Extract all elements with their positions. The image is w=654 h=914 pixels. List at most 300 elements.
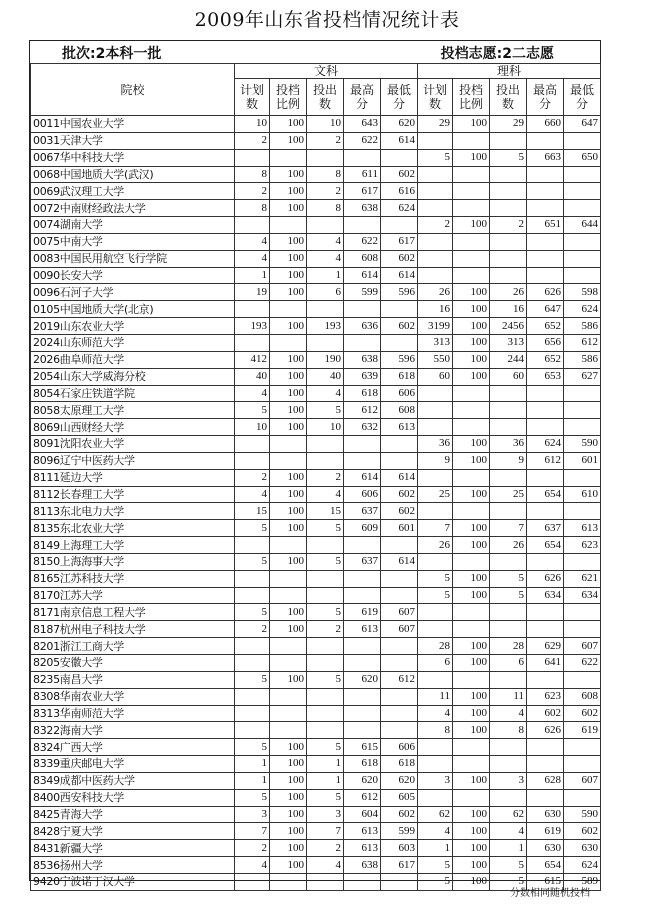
like-ratio-cell: 100	[453, 570, 490, 587]
table-row	[31, 604, 601, 621]
like-out-cell	[490, 503, 527, 520]
table-row	[31, 671, 601, 688]
like-plan-cell: 36	[418, 436, 453, 453]
like-min-cell	[564, 469, 601, 486]
like-min-cell: 623	[564, 537, 601, 554]
like-ratio-cell: 100	[453, 688, 490, 705]
like-max-cell: 623	[527, 688, 564, 705]
like-max-cell: 626	[527, 284, 564, 301]
wenke-out-cell: 1	[307, 756, 344, 773]
like-plan-cell	[418, 419, 453, 436]
wenke-min-cell	[381, 452, 418, 469]
wenke-plan-cell: 2	[235, 132, 270, 149]
wenke-ratio-cell: 100	[270, 419, 307, 436]
school-name: 8428宁夏大学	[31, 823, 235, 840]
table-row	[31, 166, 601, 183]
like-max-cell: 647	[527, 301, 564, 318]
wenke-min-cell	[381, 638, 418, 655]
table-row	[31, 840, 601, 857]
wenke-ratio-cell: 100	[270, 368, 307, 385]
school-name: 0090长安大学	[31, 267, 235, 284]
like-min-cell: 601	[564, 452, 601, 469]
like-plan-cell: 29	[418, 116, 453, 133]
wenke-plan-cell: 4	[235, 486, 270, 503]
like-ratio-cell	[453, 469, 490, 486]
like-ratio-cell: 100	[453, 452, 490, 469]
wenke-max-cell: 638	[344, 857, 381, 874]
will-label: 投档志愿:2二志愿	[440, 46, 554, 62]
like-min-cell: 612	[564, 334, 601, 351]
table-row	[31, 705, 601, 722]
like-plan-cell	[418, 621, 453, 638]
wenke-max-cell	[344, 688, 381, 705]
like-out-cell: 8	[490, 722, 527, 739]
like-ratio-cell	[453, 553, 490, 570]
wenke-ratio-cell: 100	[270, 503, 307, 520]
wenke-ratio-cell	[270, 334, 307, 351]
wenke-out-cell: 5	[307, 604, 344, 621]
like-min-cell: 644	[564, 217, 601, 234]
wenke-min-cell: 605	[381, 789, 418, 806]
table-row	[31, 587, 601, 604]
school-name: 8235南昌大学	[31, 671, 235, 688]
wenke-plan-cell: 8	[235, 200, 270, 217]
like-plan-cell: 60	[418, 368, 453, 385]
wenke-out-cell: 1	[307, 267, 344, 284]
wenke-min-cell: 602	[381, 503, 418, 520]
wenke-min-cell: 602	[381, 166, 418, 183]
like-min-cell	[564, 267, 601, 284]
wenke-max-cell	[344, 655, 381, 672]
like-ratio-cell: 100	[453, 840, 490, 857]
like-ratio-cell	[453, 402, 490, 419]
table-row	[31, 756, 601, 773]
like-ratio-cell: 100	[453, 284, 490, 301]
wenke-out-cell	[307, 587, 344, 604]
like-out-cell	[490, 183, 527, 200]
wenke-max-cell: 636	[344, 318, 381, 335]
school-name: 8425青海大学	[31, 806, 235, 823]
wenke-out-cell	[307, 537, 344, 554]
wenke-plan-cell: 4	[235, 233, 270, 250]
wenke-out-cell: 4	[307, 486, 344, 503]
like-ratio-cell	[453, 233, 490, 250]
wenke-ratio-cell	[270, 873, 307, 890]
wenke-plan-cell: 5	[235, 789, 270, 806]
like-max-cell: 641	[527, 655, 564, 672]
table-row	[31, 789, 601, 806]
like-max-cell	[527, 267, 564, 284]
like-plan-cell: 6	[418, 655, 453, 672]
wenke-ratio-cell	[270, 587, 307, 604]
school-header: 院校	[31, 64, 235, 116]
wenke-ratio-cell: 100	[270, 520, 307, 537]
like-min-cell	[564, 233, 601, 250]
batch-bar	[30, 41, 600, 64]
school-name: 8171南京信息工程大学	[31, 604, 235, 621]
page-title: 2009年山东省投档情况统计表	[194, 9, 460, 31]
wenke-out-cell	[307, 705, 344, 722]
school-name: 8150上海海事大学	[31, 553, 235, 570]
like-max-cell: 637	[527, 520, 564, 537]
school-name: 8096辽宁中医药大学	[31, 452, 235, 469]
school-name: 0031天津大学	[31, 132, 235, 149]
like-min-cell: 598	[564, 284, 601, 301]
wenke-plan-cell: 412	[235, 351, 270, 368]
like-max-cell	[527, 183, 564, 200]
school-name: 8112长春理工大学	[31, 486, 235, 503]
school-name: 0069武汉理工大学	[31, 183, 235, 200]
like-out-cell	[490, 233, 527, 250]
wenke-min-cell: 614	[381, 132, 418, 149]
wenke-ratio-cell	[270, 688, 307, 705]
like-out-cell	[490, 789, 527, 806]
table-row	[31, 217, 601, 234]
like-out-header: 投出 数	[490, 79, 527, 116]
like-ratio-cell: 100	[453, 655, 490, 672]
like-out-cell	[490, 553, 527, 570]
wenke-plan-cell	[235, 217, 270, 234]
like-min-header: 最低 分	[564, 79, 601, 116]
wenke-max-cell	[344, 705, 381, 722]
wenke-max-cell: 618	[344, 385, 381, 402]
like-plan-cell	[418, 739, 453, 756]
wenke-max-cell: 620	[344, 671, 381, 688]
table-row	[31, 503, 601, 520]
like-max-cell: 653	[527, 368, 564, 385]
like-max-cell	[527, 739, 564, 756]
table-row	[31, 486, 601, 503]
wenke-min-cell: 614	[381, 267, 418, 284]
wenke-ratio-cell: 100	[270, 756, 307, 773]
like-ratio-cell: 100	[453, 537, 490, 554]
table-row	[31, 772, 601, 789]
school-name: 9420宁波诺丁汉大学	[31, 873, 235, 890]
school-name: 2026曲阜师范大学	[31, 351, 235, 368]
table-row	[31, 553, 601, 570]
like-max-header: 最高 分	[527, 79, 564, 116]
wenke-plan-cell: 1	[235, 267, 270, 284]
table-row	[31, 402, 601, 419]
school-name: 8324广西大学	[31, 739, 235, 756]
like-min-cell	[564, 621, 601, 638]
like-max-cell: 629	[527, 638, 564, 655]
wenke-plan-cell	[235, 638, 270, 655]
like-out-cell: 4	[490, 823, 527, 840]
wenke-out-cell	[307, 149, 344, 166]
like-min-cell: 602	[564, 705, 601, 722]
wenke-out-cell: 5	[307, 520, 344, 537]
school-name: 8400西安科技大学	[31, 789, 235, 806]
wenke-out-cell	[307, 722, 344, 739]
wenke-max-cell: 618	[344, 756, 381, 773]
like-out-cell	[490, 402, 527, 419]
wenke-max-cell: 613	[344, 840, 381, 857]
like-plan-cell	[418, 402, 453, 419]
like-min-cell: 622	[564, 655, 601, 672]
like-plan-cell	[418, 132, 453, 149]
wenke-max-cell: 622	[344, 233, 381, 250]
wenke-ratio-cell: 100	[270, 671, 307, 688]
school-name: 8201浙江工商大学	[31, 638, 235, 655]
wenke-ratio-cell: 100	[270, 351, 307, 368]
like-out-cell: 5	[490, 149, 527, 166]
like-min-cell: 607	[564, 772, 601, 789]
like-ratio-cell	[453, 183, 490, 200]
like-max-cell	[527, 789, 564, 806]
wenke-min-cell: 618	[381, 368, 418, 385]
like-out-cell: 2456	[490, 318, 527, 335]
like-plan-cell	[418, 267, 453, 284]
wenke-ratio-cell: 100	[270, 284, 307, 301]
table-row	[31, 621, 601, 638]
like-min-cell: 627	[564, 368, 601, 385]
like-ratio-cell	[453, 132, 490, 149]
like-min-cell	[564, 200, 601, 217]
wenke-plan-cell: 5	[235, 739, 270, 756]
like-max-cell: 602	[527, 705, 564, 722]
wenke-out-cell	[307, 436, 344, 453]
wenke-out-cell: 4	[307, 857, 344, 874]
wenke-out-cell: 2	[307, 183, 344, 200]
wenke-ratio-cell	[270, 537, 307, 554]
like-max-cell	[527, 604, 564, 621]
school-name: 0096石河子大学	[31, 284, 235, 301]
wenke-plan-cell: 7	[235, 823, 270, 840]
wenke-plan-cell: 193	[235, 318, 270, 335]
like-out-cell: 62	[490, 806, 527, 823]
like-out-cell: 28	[490, 638, 527, 655]
school-name: 8308华南农业大学	[31, 688, 235, 705]
table-row	[31, 351, 601, 368]
like-ratio-cell: 100	[453, 149, 490, 166]
school-name: 2024山东师范大学	[31, 334, 235, 351]
like-min-cell: 586	[564, 318, 601, 335]
wenke-ratio-cell: 100	[270, 166, 307, 183]
like-ratio-cell	[453, 671, 490, 688]
like-max-cell	[527, 469, 564, 486]
like-ratio-cell: 100	[453, 486, 490, 503]
like-out-cell: 6	[490, 655, 527, 672]
like-ratio-cell: 100	[453, 520, 490, 537]
school-name: 0075中南大学	[31, 233, 235, 250]
like-ratio-cell: 100	[453, 116, 490, 133]
wenke-max-cell: 613	[344, 621, 381, 638]
wenke-min-cell: 602	[381, 250, 418, 267]
wenke-out-cell	[307, 570, 344, 587]
like-max-cell: 654	[527, 537, 564, 554]
table-row	[31, 806, 601, 823]
wenke-ratio-cell: 100	[270, 486, 307, 503]
wenke-out-cell: 1	[307, 772, 344, 789]
wenke-min-cell	[381, 334, 418, 351]
table-row	[31, 267, 601, 284]
wenke-max-header: 最高 分	[344, 79, 381, 116]
wenke-plan-cell: 40	[235, 368, 270, 385]
like-out-cell: 2	[490, 217, 527, 234]
like-max-cell: 663	[527, 149, 564, 166]
wenke-ratio-cell	[270, 301, 307, 318]
wenke-out-cell: 5	[307, 553, 344, 570]
like-max-cell	[527, 621, 564, 638]
like-plan-cell	[418, 233, 453, 250]
wenke-min-cell	[381, 149, 418, 166]
wenke-out-cell	[307, 217, 344, 234]
like-plan-cell: 5	[418, 587, 453, 604]
wenke-max-cell	[344, 587, 381, 604]
like-max-cell: 660	[527, 116, 564, 133]
school-name: 8113东北电力大学	[31, 503, 235, 520]
wenke-out-cell: 2	[307, 469, 344, 486]
table-row	[31, 436, 601, 453]
wenke-plan-cell: 10	[235, 116, 270, 133]
like-out-cell: 5	[490, 570, 527, 587]
like-plan-cell: 550	[418, 351, 453, 368]
like-plan-cell: 7	[418, 520, 453, 537]
wenke-min-cell: 607	[381, 604, 418, 621]
wenke-ratio-cell: 100	[270, 183, 307, 200]
school-name: 8322海南大学	[31, 722, 235, 739]
wenke-ratio-cell: 100	[270, 857, 307, 874]
wenke-ratio-cell	[270, 722, 307, 739]
wenke-out-cell: 5	[307, 402, 344, 419]
wenke-max-cell	[344, 436, 381, 453]
school-name: 8536扬州大学	[31, 857, 235, 874]
like-min-cell	[564, 604, 601, 621]
footnote: 分数相同随机投档	[510, 888, 590, 899]
wenke-min-cell	[381, 301, 418, 318]
wenke-max-cell	[344, 873, 381, 890]
wenke-min-cell: 602	[381, 318, 418, 335]
like-max-cell	[527, 503, 564, 520]
like-plan-header: 计划 数	[418, 79, 453, 116]
like-plan-cell: 26	[418, 537, 453, 554]
wenke-plan-cell	[235, 537, 270, 554]
wenke-max-cell	[344, 149, 381, 166]
wenke-max-cell: 637	[344, 553, 381, 570]
wenke-min-cell: 606	[381, 739, 418, 756]
wenke-min-cell: 624	[381, 200, 418, 217]
like-plan-cell	[418, 166, 453, 183]
wenke-plan-cell: 4	[235, 250, 270, 267]
like-min-cell: 610	[564, 486, 601, 503]
like-max-cell: 634	[527, 587, 564, 604]
wenke-out-cell	[307, 873, 344, 890]
like-ratio-cell: 100	[453, 351, 490, 368]
wenke-ratio-cell	[270, 570, 307, 587]
wenke-max-cell: 613	[344, 823, 381, 840]
table-row	[31, 368, 601, 385]
like-max-cell: 626	[527, 570, 564, 587]
like-ratio-cell	[453, 385, 490, 402]
wenke-min-cell	[381, 587, 418, 604]
like-plan-cell	[418, 503, 453, 520]
table-row	[31, 233, 601, 250]
table-row	[31, 149, 601, 166]
like-plan-cell: 9	[418, 452, 453, 469]
like-ratio-cell: 100	[453, 823, 490, 840]
like-plan-cell	[418, 385, 453, 402]
table-row	[31, 823, 601, 840]
like-ratio-cell: 100	[453, 722, 490, 739]
wenke-plan-cell	[235, 301, 270, 318]
like-plan-cell	[418, 756, 453, 773]
like-max-cell: 654	[527, 486, 564, 503]
wenke-ratio-cell: 100	[270, 553, 307, 570]
wenke-max-cell: 608	[344, 250, 381, 267]
like-out-cell	[490, 250, 527, 267]
wenke-header: 文科	[235, 64, 418, 79]
wenke-ratio-cell	[270, 452, 307, 469]
table-row	[31, 722, 601, 739]
like-max-cell	[527, 402, 564, 419]
like-max-cell: 656	[527, 334, 564, 351]
wenke-out-cell: 8	[307, 200, 344, 217]
wenke-out-cell: 3	[307, 806, 344, 823]
like-plan-cell	[418, 200, 453, 217]
like-max-cell: 630	[527, 806, 564, 823]
wenke-min-cell	[381, 705, 418, 722]
like-out-cell: 26	[490, 537, 527, 554]
school-name: 8165江苏科技大学	[31, 570, 235, 587]
like-min-cell	[564, 402, 601, 419]
wenke-ratio-cell	[270, 217, 307, 234]
like-max-cell: 628	[527, 772, 564, 789]
table-row	[31, 655, 601, 672]
wenke-out-header: 投出 数	[307, 79, 344, 116]
like-min-cell	[564, 385, 601, 402]
like-min-cell: 621	[564, 570, 601, 587]
like-plan-cell	[418, 183, 453, 200]
wenke-max-cell: 611	[344, 166, 381, 183]
wenke-max-cell: 639	[344, 368, 381, 385]
wenke-max-cell: 632	[344, 419, 381, 436]
wenke-plan-cell: 2	[235, 469, 270, 486]
table-row	[31, 638, 601, 655]
like-ratio-header: 投档 比例	[453, 79, 490, 116]
wenke-min-cell	[381, 688, 418, 705]
like-plan-cell: 5	[418, 149, 453, 166]
table-row	[31, 318, 601, 335]
school-name: 8111延边大学	[31, 469, 235, 486]
wenke-min-cell: 601	[381, 520, 418, 537]
wenke-min-cell	[381, 217, 418, 234]
like-ratio-cell: 100	[453, 806, 490, 823]
wenke-ratio-cell: 100	[270, 621, 307, 638]
wenke-max-cell: 638	[344, 351, 381, 368]
like-plan-cell	[418, 671, 453, 688]
wenke-min-cell: 617	[381, 233, 418, 250]
wenke-plan-cell: 3	[235, 806, 270, 823]
like-max-cell	[527, 553, 564, 570]
wenke-min-cell: 614	[381, 553, 418, 570]
wenke-out-cell: 5	[307, 789, 344, 806]
like-min-cell: 589	[564, 873, 601, 890]
like-out-cell: 29	[490, 116, 527, 133]
wenke-out-cell: 193	[307, 318, 344, 335]
like-ratio-cell	[453, 789, 490, 806]
stats-table-frame	[29, 40, 601, 889]
wenke-out-cell: 2	[307, 132, 344, 149]
school-name: 8149上海理工大学	[31, 537, 235, 554]
like-out-cell	[490, 419, 527, 436]
wenke-ratio-cell: 100	[270, 233, 307, 250]
wenke-ratio-cell	[270, 705, 307, 722]
like-ratio-cell	[453, 200, 490, 217]
wenke-out-cell: 6	[307, 284, 344, 301]
wenke-max-cell	[344, 452, 381, 469]
school-name: 8135东北农业大学	[31, 520, 235, 537]
